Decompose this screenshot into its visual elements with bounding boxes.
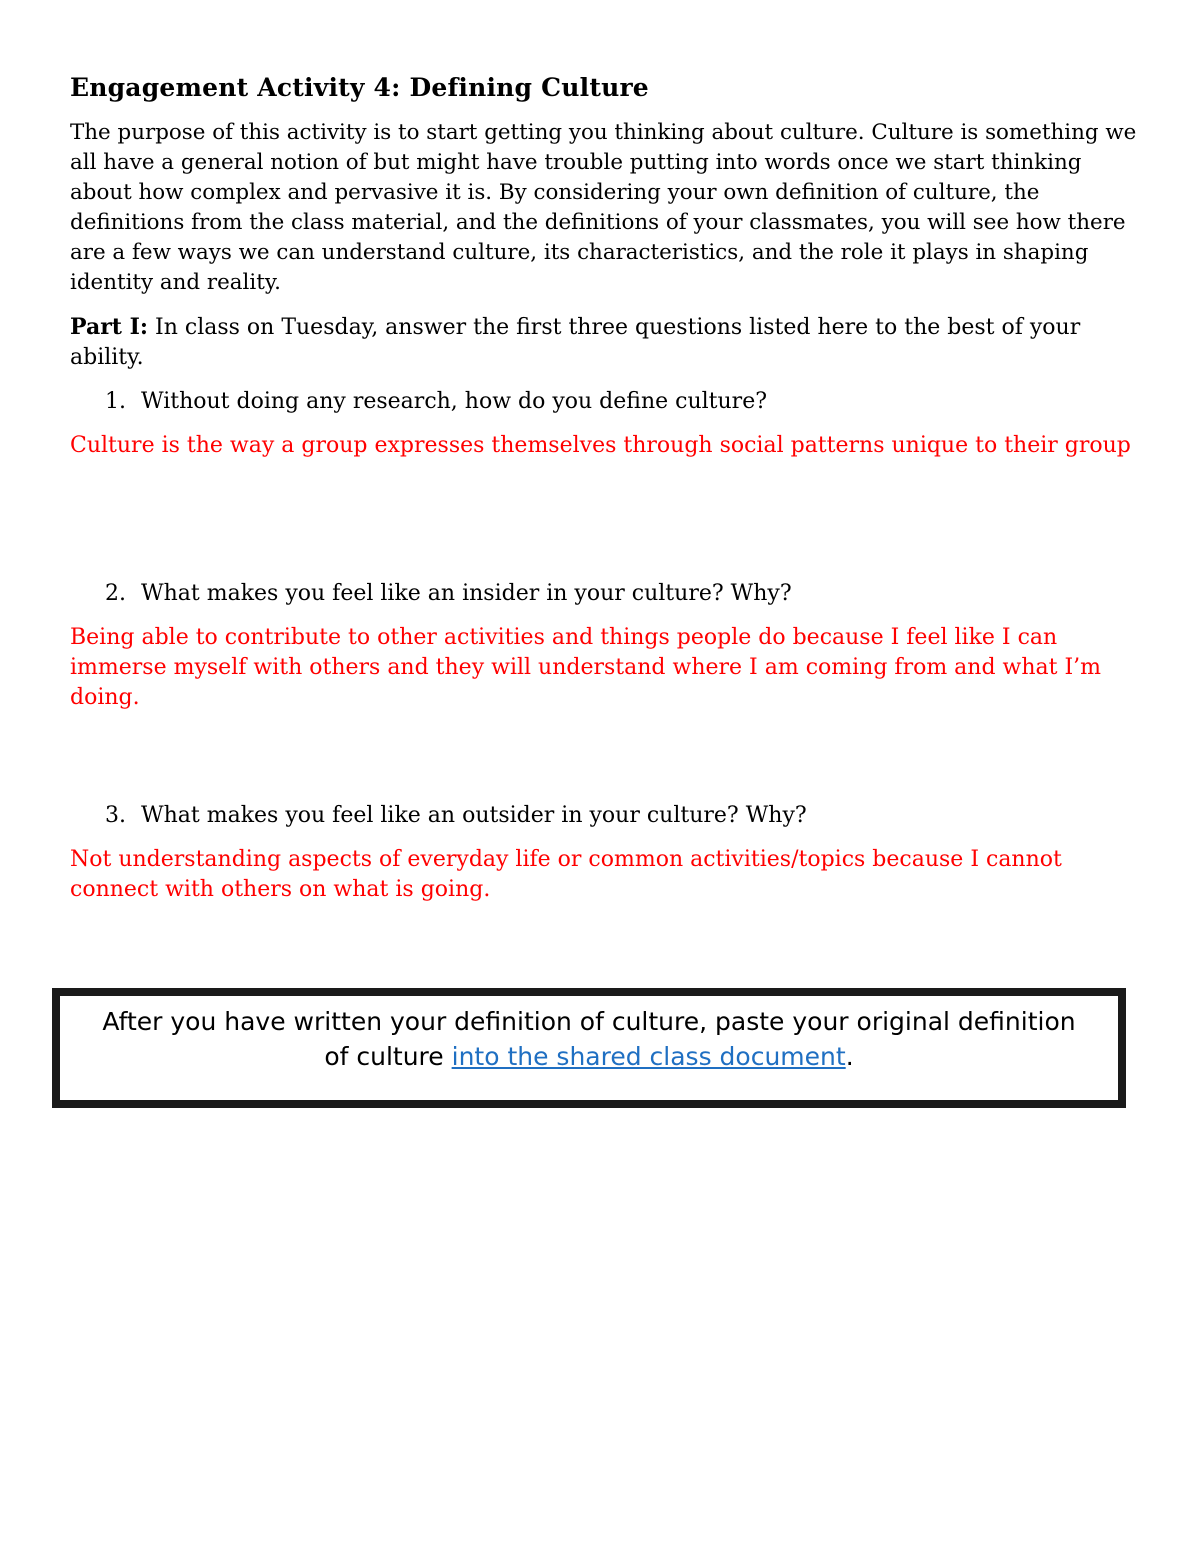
question-number: 1. [105, 389, 126, 414]
part-one-label: Part I: [70, 314, 149, 340]
question-number: 2. [105, 581, 126, 606]
question-2 [70, 579, 1140, 609]
document-title: Engagement Activity 4: Defining Culture [70, 73, 649, 102]
question-text: What makes you feel like an outsider in your culture? Why? [141, 803, 807, 828]
answer-1[interactable]: Culture is the way a group expresses themselves through social patterns unique to their group [70, 433, 1131, 458]
answer-2[interactable]: Being able to contribute to other activities and things people do because I feel like I can immerse myself with others and they will understand where I am coming from and what I’m doing. [70, 625, 1102, 710]
question-number: 3. [105, 803, 126, 828]
question-3 [70, 801, 1140, 831]
part-one-instructions [70, 312, 1140, 373]
question-text: What makes you feel like an insider in your culture? Why? [141, 581, 792, 606]
document-page [70, 70, 1140, 993]
intro-paragraph: The purpose of this activity is to start getting you thinking about culture. Culture is something we all have a general notion of but might have trouble putting into words once we start thinking about how complex and pervasive it is. By considering your own definition of culture, the definitions from the class material, and the definitions of your classmates, you will see how there are a few ways we can understand culture, its characteristics, and the role it plays in shaping identity and reality. [70, 120, 1137, 295]
shared-document-link[interactable]: into the shared class document [451, 1042, 846, 1071]
callout-text: After you have written your definition of culture, paste your original definition of culture [102, 1007, 1076, 1071]
answer-3[interactable]: Not understanding aspects of everyday life or common activities/topics because I cannot connect with others on what is going. [70, 847, 1062, 902]
callout-period: . [845, 1042, 854, 1071]
part-one-text: In class on Tuesday, answer the first three questions listed here to the best of your ability. [70, 315, 1081, 370]
callout-box [52, 988, 1126, 1108]
question-1 [70, 387, 1140, 417]
question-text: Without doing any research, how do you define culture? [141, 389, 768, 414]
